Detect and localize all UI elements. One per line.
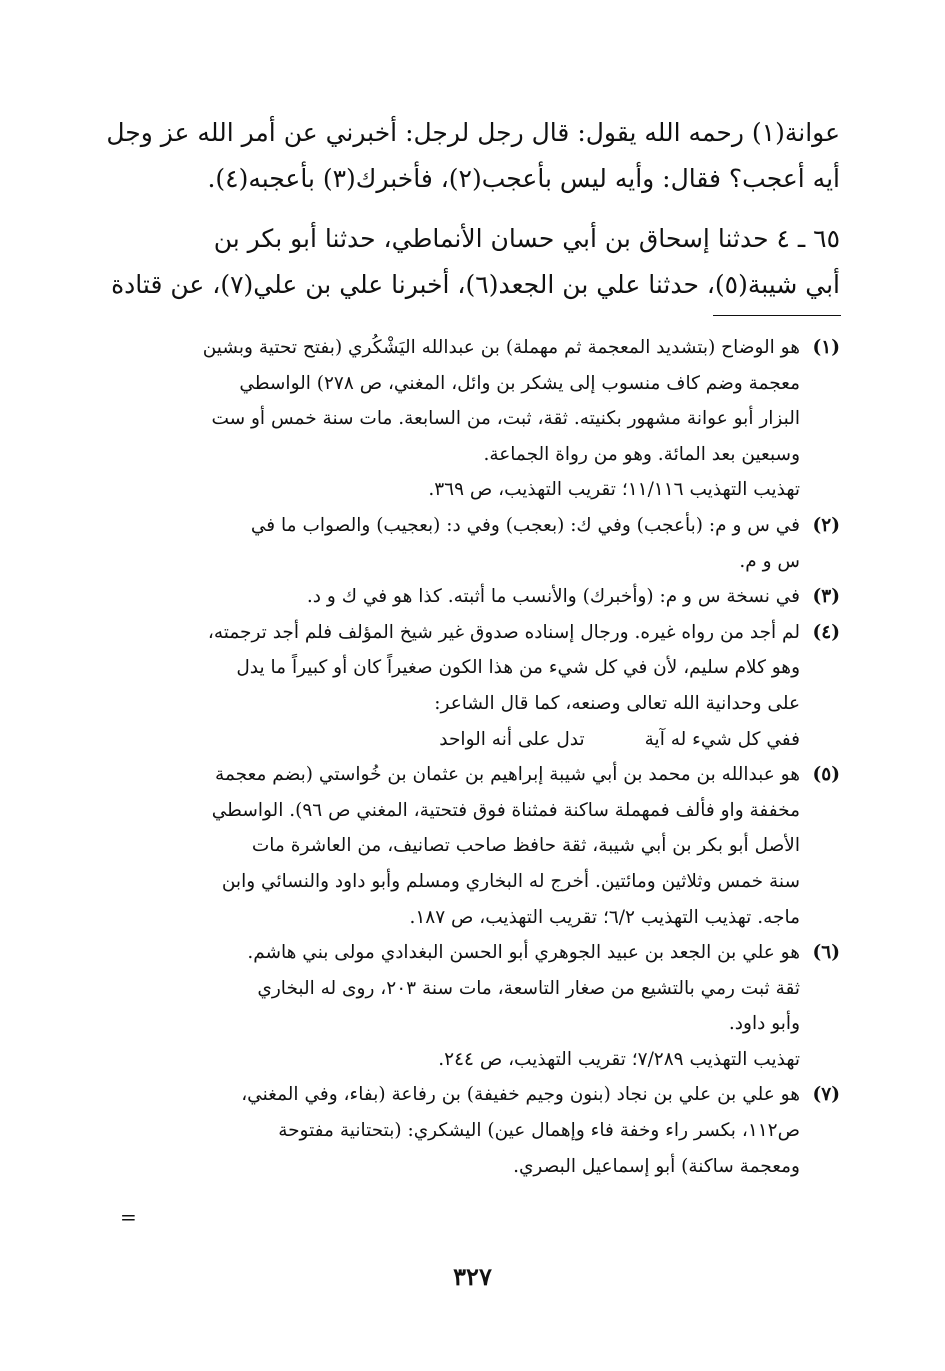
footnote-line: ص١١٢، بكسر راء وخفة فاء وإهمال عين) اليشكري: (بتحتانية مفتوحة [278,1120,800,1142]
footnote-1 [135,330,840,508]
footnote-line: ثقة ثبت رمي بالتشيع من صغار التاسعة، مات سنة ٢٠٣، روى له البخاري [257,977,800,999]
text-line: ٦٥ ـ ٤ حدثنا إسحاق بن أبي حسان الأنماطي، حدثنا أبو بكر بن [213,224,840,253]
footnote-line: وسبعين بعد المائة. وهو من رواة الجماعة. [483,443,800,465]
footnote-number: (٧) [812,1084,840,1106]
footnote-7 [135,1077,840,1184]
footnote-line: الأصل أبو بكر بن أبي شيبة، ثقة حافظ صاحب تصانيف، من العاشرة مات [251,835,800,857]
footnote-line: مخففة واو فألف فمهملة ساكنة فمثناة فوق فتحتية، المغني ص ٩٦). الواسطي [211,799,800,821]
footnote-6 [135,935,840,1077]
footnote-line: على وحدانية الله تعالى وصنعه، كما قال الشاعر: [434,692,800,714]
text-line: عوانة(١) رحمه الله يقول: قال رجل لرجل: أخبرني عن أمر الله عز وجل [106,118,840,147]
footnote-2 [135,508,840,579]
footnotes [135,330,840,1184]
footnote-line: في نسخة س و م: (وأخبرك) والأنسب ما أثبته. كذا هو في ك و د. [306,586,800,608]
footnote-line: البزار أبو عوانة مشهور بكنيته. ثقة، ثبت، من السابعة. مات سنة خمس أو ست [211,408,800,430]
footnote-number: (٣) [812,586,840,608]
footnote-line: هو الوضاح (بتشديد المعجمة ثم مهملة) بن عبدالله اليَشْكُري (بفتح تحتية وبشين [202,337,800,358]
verse-hemistich-second: تدل على أنه الواحد [439,728,585,750]
footnote-line: س و م. [739,550,800,572]
footnote-line: سنة خمس وثلاثين ومائتين. أخرج له البخاري ومسلم وأبو داود والنسائي وابن [221,870,800,892]
footnote-line: تهذيب التهذيب ١١/١١٦؛ تقريب التهذيب، ص ٣٦٩. [428,479,800,501]
footnote-line: في س و م: (بأعجب) وفي ك: (بعجب) وفي د: (بعجيب) والصواب ما في [250,514,800,536]
footnote-line: تهذيب التهذيب ٧/٢٨٩؛ تقريب التهذيب، ص ٢٤٤. [438,1048,800,1070]
footnote-line: ماجه. تهذيب التهذيب ٦/٢؛ تقريب التهذيب، ص ١٨٧. [409,906,800,928]
paragraph-hadith-65 [111,216,840,308]
paragraph-quote [106,110,840,202]
text-line: أيه أعجب؟ فقال: وأيه ليس بأعجب(٢)، فأخبرك(٣) بأعجبه(٤). [207,164,840,193]
footnote-line: وهو كلام سليم، لأن في كل شيء من هذا الكون صغيراً كان أو كبيراً ما يدل [236,657,800,679]
footnote-number: (٦) [812,942,840,964]
footnote-separator [713,315,841,316]
page-number: ٣٢٧ [453,1262,492,1291]
continuation-mark: = [120,1205,137,1229]
footnote-line: معجمة وضم كاف منسوب إلى يشكر بن وائل، المغني، ص ٢٧٨) الواسطي [239,372,800,394]
verse-hemistich-first: ففي كل شيء له آية [644,728,800,750]
footnote-number: (٥) [812,764,840,786]
footnote-number: (١) [812,337,840,358]
footnote-line: لم أجد من رواه غيره. ورجال إسناده صدوق غير شيخ المؤلف فلم أجد ترجمته، [207,621,800,643]
footnote-line: هو علي بن علي بن نجاد (بنون وجيم خفيفة) بن رفاعة (بفاء، وفي المغني، [241,1084,800,1106]
poetry-verse [135,722,840,758]
footnote-line: وأبو داود. [728,1013,800,1035]
footnote-5 [135,757,840,935]
footnote-number: (٤) [812,621,840,643]
footnote-line: هو علي بن الجعد بن عبيد الجوهري أبو الحسن البغدادي مولى بني هاشم. [247,942,800,964]
footnote-line: ومعجمة ساكنة) أبو إسماعيل البصري. [513,1155,800,1177]
footnote-4 [135,615,840,722]
footnote-line: هو عبدالله بن محمد بن أبي شيبة إبراهيم بن عثمان بن خُواستي (بضم معجمة [215,764,800,786]
footnote-3 [135,579,840,615]
footnote-number: (٢) [812,514,840,536]
text-line: أبي شيبة(٥)، حدثنا علي بن الجعد(٦)، أخبرنا علي بن علي(٧)، عن قتادة [111,270,840,299]
